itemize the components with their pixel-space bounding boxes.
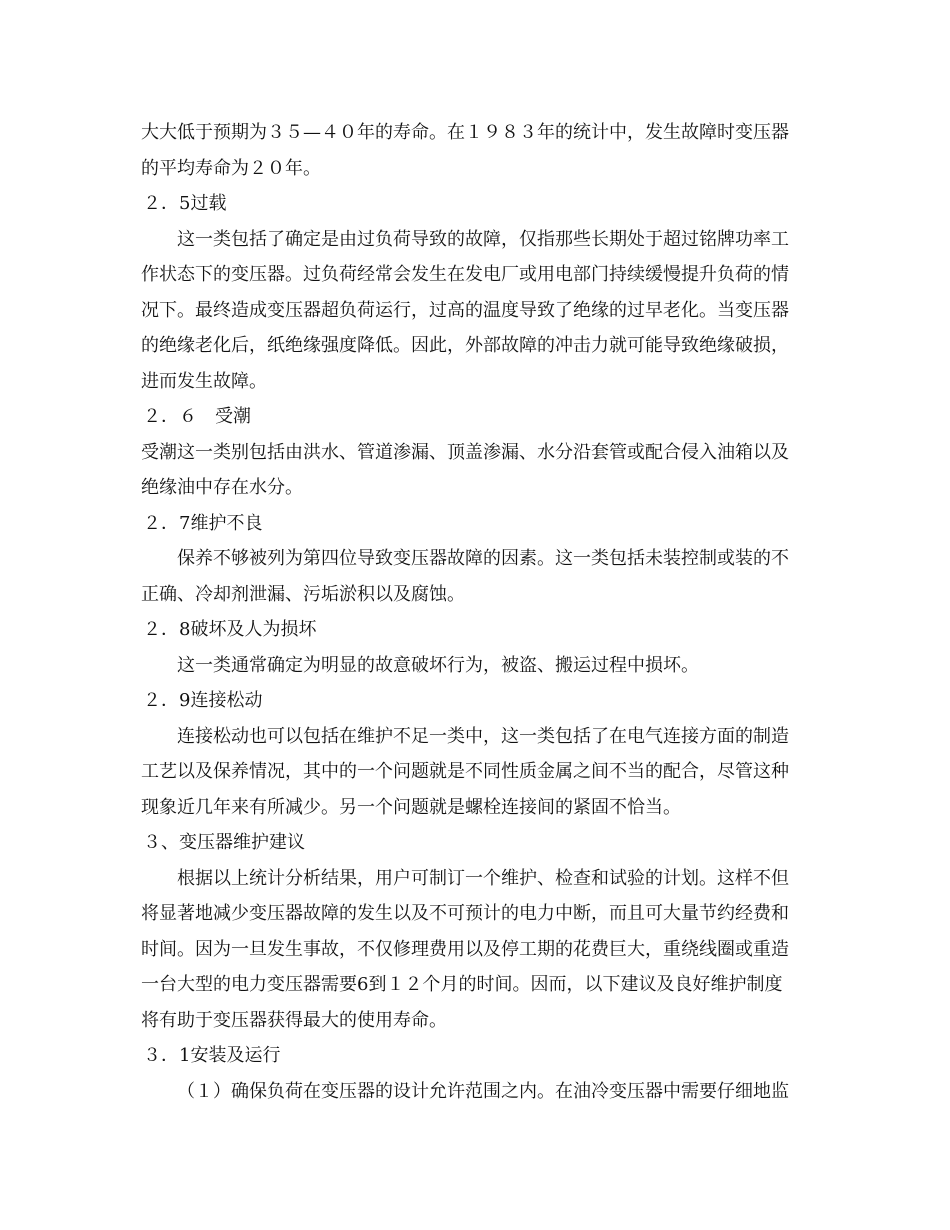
section-heading-3: ３、变压器维护建议 <box>143 832 305 853</box>
paragraph-line: 工艺以及保养情况，其中的一个问题就是不同性质金属之间不当的配合，尽管这种 <box>141 761 789 782</box>
paragraph-line: （１）确保负荷在变压器的设计允许范围之内。在油冷变压器中需要仔细地监 <box>177 1080 789 1102</box>
paragraph-line: 况下。最终造成变压器超负荷运行，过高的温度导致了绝缘的过早老化。当变压器 <box>141 299 789 321</box>
paragraph-line: 根据以上统计分析结果，用户可制订一个维护、检查和试验的计划。这样不但 <box>177 867 789 889</box>
paragraph-line: 这一类通常确定为明显的故意破坏行为，被盗、搬运过程中损坏。 <box>177 654 699 676</box>
paragraph-line: 作状态下的变压器。过负荷经常会发生在发电厂或用电部门持续缓慢提升负荷的情 <box>141 264 789 285</box>
paragraph-line: 大大低于预期为３５—４０年的寿命。在１９８３年的统计中，发生故障时变压器 <box>141 122 789 143</box>
section-heading-2-6: ２．６ 受潮 <box>143 406 251 427</box>
paragraph-line: 正确、冷却剂泄漏、污垢淤积以及腐蚀。 <box>141 583 465 605</box>
section-heading-3-1: ３．1安装及运行 <box>143 1045 281 1066</box>
section-heading-2-9: ２．9连接松动 <box>143 690 263 711</box>
paragraph-line: 连接松动也可以包括在维护不足一类中，这一类包括了在电气连接方面的制造 <box>177 725 789 747</box>
paragraph-line: 这一类包括了确定是由过负荷导致的故障，仅指那些长期处于超过铭牌功率工 <box>177 228 789 250</box>
paragraph-line: 将显著地减少变压器故障的发生以及不可预计的电力中断，而且可大量节约经费和 <box>141 903 789 924</box>
paragraph-line: 受潮这一类别包括由洪水、管道渗漏、顶盖渗漏、水分沿套管或配合侵入油箱以及 <box>141 441 789 463</box>
paragraph-line: 的平均寿命为２０年。 <box>141 157 321 179</box>
paragraph-line: 时间。因为一旦发生事故，不仅修理费用以及停工期的花费巨大，重绕线圈或重造 <box>141 938 789 960</box>
section-heading-2-7: ２．7维护不良 <box>143 512 263 534</box>
paragraph-line: 的绝缘老化后，纸绝缘强度降低。因此，外部故障的冲击力就可能导致绝缘破损， <box>141 335 789 356</box>
paragraph-line: 一台大型的电力变压器需要6到１２个月的时间。因而，以下建议及良好维护制度 <box>141 974 783 995</box>
section-heading-2-8: ２．8破坏及人为损坏 <box>143 619 317 640</box>
paragraph-line: 进而发生故障。 <box>141 370 267 392</box>
paragraph-line: 绝缘油中存在水分。 <box>141 477 303 498</box>
paragraph-line: 保养不够被列为第四位导致变压器故障的因素。这一类包括未装控制或装的不 <box>177 548 789 569</box>
paragraph-line: 将有助于变压器获得最大的使用寿命。 <box>141 1009 447 1031</box>
document-body <box>141 115 813 1109</box>
paragraph-line: 现象近几年来有所减少。另一个问题就是螺栓连接间的紧固不恰当。 <box>141 796 681 818</box>
section-heading-2-5: ２．5过载 <box>143 193 227 214</box>
